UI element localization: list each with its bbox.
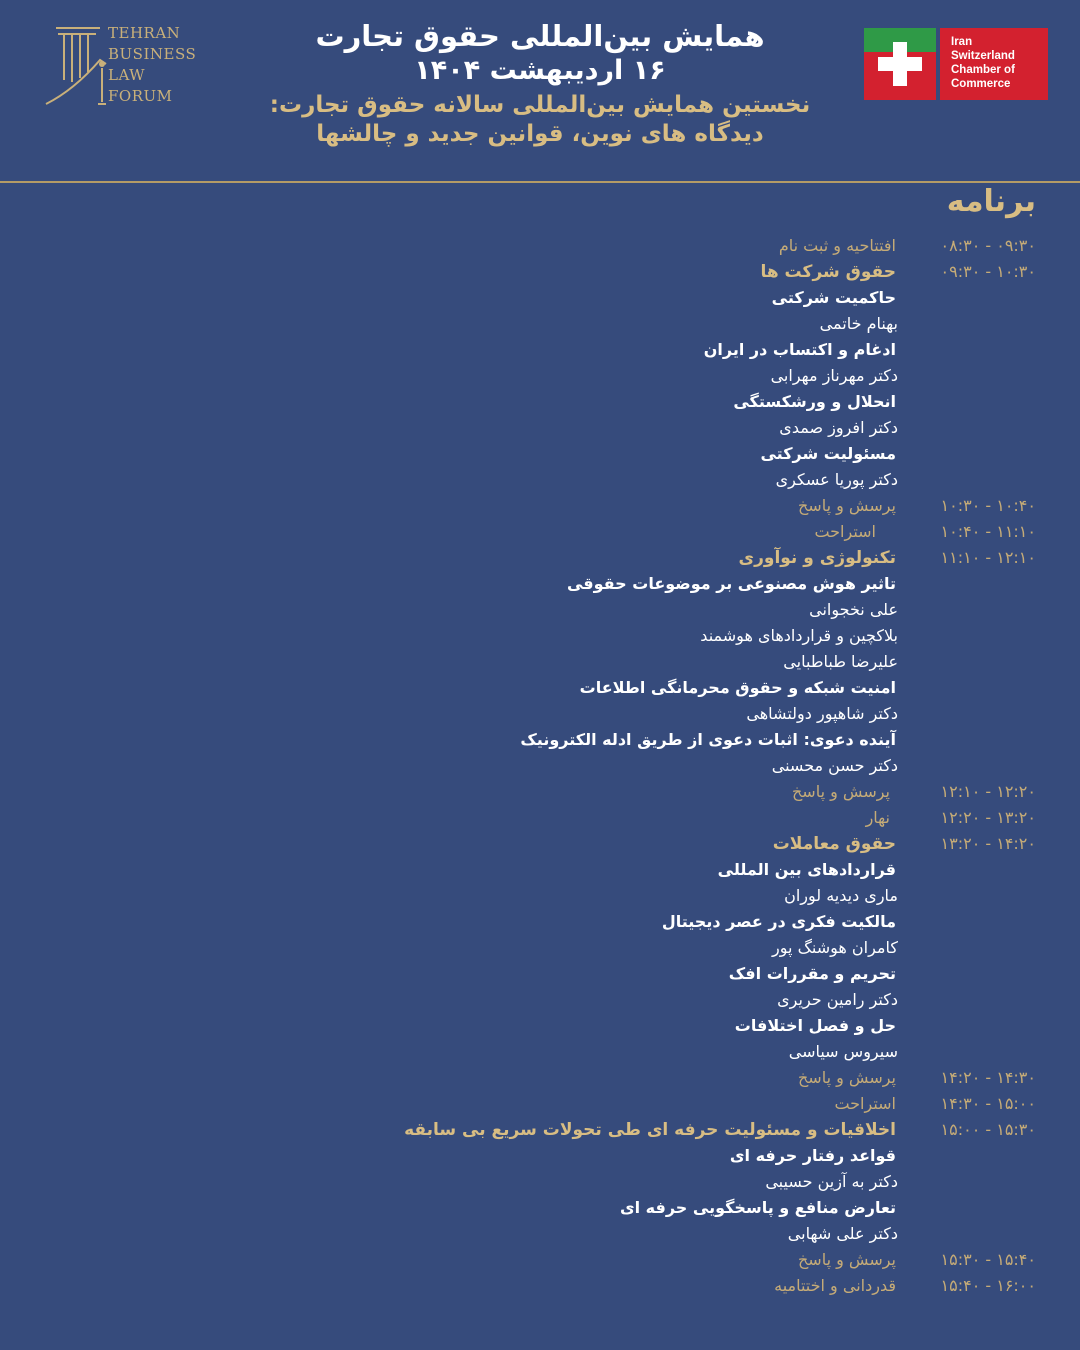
forum-name-line: FORUM <box>108 87 173 105</box>
talk-title: تحریم و مقررات افک <box>728 964 896 983</box>
row-time: ۱۱:۱۰ - ۱۲:۱۰ <box>940 548 1036 567</box>
speaker-name: دکتر افروز صمدی <box>779 418 898 437</box>
row-time: ۱۵:۳۰ - ۱۵:۴۰ <box>940 1250 1036 1269</box>
program-row <box>0 649 1080 675</box>
conference-titles <box>240 18 840 150</box>
chamber-name <box>940 28 1048 100</box>
talk-title: امنیت شبکه و حقوق محرمانگی اطلاعات <box>579 678 896 697</box>
program-row <box>0 389 1080 415</box>
row-time: ۱۴:۲۰ - ۱۴:۳۰ <box>940 1068 1036 1087</box>
section-title: حقوق معاملات <box>772 834 896 854</box>
chamber-name-line: Commerce <box>951 78 1011 90</box>
program-row <box>0 441 1080 467</box>
speaker-name: علی نخجوانی <box>809 600 898 619</box>
speaker-name: بلاکچین و قراردادهای هوشمند <box>700 626 898 645</box>
program-row <box>0 1065 1080 1091</box>
row-time: ۰۸:۳۰ - ۰۹:۳۰ <box>940 236 1036 255</box>
talk-title: قواعد رفتار حرفه ای <box>729 1146 896 1165</box>
program-row <box>0 1221 1080 1247</box>
program-row <box>0 493 1080 519</box>
section-title: اخلاقیات و مسئولیت حرفه ای طی تحولات سریع بی سابقه <box>404 1120 896 1140</box>
talk-title: حل و فصل اختلافات <box>734 1016 896 1035</box>
program-row <box>0 1273 1080 1299</box>
program-heading: برنامه <box>946 184 1036 219</box>
program-row <box>0 285 1080 311</box>
columns-logo-icon <box>44 20 114 110</box>
program-row <box>0 831 1080 857</box>
header-divider <box>0 181 1080 183</box>
conference-subtitle-1: نخستین همایش بین‌المللی سالانه حقوق تجارت: <box>269 92 811 118</box>
program-row <box>0 623 1080 649</box>
program-row <box>0 1091 1080 1117</box>
program-row <box>0 961 1080 987</box>
row-time: ۱۵:۰۰ - ۱۵:۳۰ <box>940 1120 1036 1139</box>
talk-title: آینده دعوی: اثبات دعوی از طریق ادله الکترونیک <box>520 730 896 749</box>
program-row <box>0 987 1080 1013</box>
row-time: ۱۰:۳۰ - ۱۰:۴۰ <box>940 496 1036 515</box>
speaker-name: کامران هوشنگ پور <box>772 938 898 957</box>
program-row <box>0 1195 1080 1221</box>
program-row <box>0 337 1080 363</box>
program-row <box>0 597 1080 623</box>
conference-subtitle-2: دیدگاه های نوین، قوانین جدید و چالشها <box>316 121 764 147</box>
speaker-name: دکتر علی شهابی <box>787 1224 898 1243</box>
speaker-name: دکتر شاهپور دولتشاهی <box>746 704 898 723</box>
program-row <box>0 1247 1080 1273</box>
swiss-iran-flag-icon <box>864 28 936 100</box>
program-row <box>0 753 1080 779</box>
tehran-business-law-forum-logo <box>44 20 204 110</box>
speaker-name: علیرضا طباطبایی <box>783 652 898 671</box>
conference-date: ۱۶ اردیبهشت ۱۴۰۴ <box>414 55 666 86</box>
event-label: افتتاحیه و ثبت نام <box>778 236 896 255</box>
row-time: ۱۴:۳۰ - ۱۵:۰۰ <box>940 1094 1036 1113</box>
talk-title: مالکیت فکری در عصر دیجیتال <box>661 912 896 931</box>
program-row <box>0 545 1080 571</box>
talk-title: تعارض منافع و پاسخگویی حرفه ای <box>619 1198 896 1217</box>
forum-name-line: TEHRAN <box>108 24 181 42</box>
chamber-name-line: Iran <box>951 36 973 48</box>
program-row <box>0 415 1080 441</box>
program-row <box>0 1013 1080 1039</box>
event-label: قدردانی و اختتامیه <box>774 1276 896 1295</box>
event-label: پرسش و پاسخ <box>791 782 890 801</box>
talk-title: مسئولیت شرکتی <box>760 444 896 463</box>
event-label: نهار <box>865 808 890 827</box>
iran-switzerland-chamber-logo <box>864 28 1048 100</box>
speaker-name: دکتر پوریا عسکری <box>775 470 898 489</box>
program-row <box>0 1143 1080 1169</box>
program-row <box>0 363 1080 389</box>
program-row <box>0 675 1080 701</box>
forum-name-line: LAW <box>108 66 146 84</box>
program-row <box>0 857 1080 883</box>
row-time: ۱۲:۲۰ - ۱۳:۲۰ <box>940 808 1036 827</box>
program-row <box>0 233 1080 259</box>
speaker-name: دکتر به آزین حسیبی <box>765 1172 898 1191</box>
speaker-name: ماری دیدیه لوران <box>784 886 898 905</box>
speaker-name: دکتر رامین حریری <box>777 990 898 1009</box>
talk-title: ادغام و اکتساب در ایران <box>703 340 896 359</box>
program-row <box>0 1039 1080 1065</box>
speaker-name: سیروس سیاسی <box>788 1042 898 1061</box>
program-row <box>0 1169 1080 1195</box>
talk-title: حاکمیت شرکتی <box>771 288 896 307</box>
program-row <box>0 883 1080 909</box>
row-time: ۱۵:۴۰ - ۱۶:۰۰ <box>940 1276 1036 1295</box>
program-row <box>0 259 1080 285</box>
program-list <box>0 233 1080 1299</box>
section-title: تکنولوژی و نوآوری <box>738 548 896 568</box>
talk-title: تاثیر هوش مصنوعی بر موضوعات حقوقی <box>566 574 896 593</box>
section-title: حقوق شرکت ها <box>760 262 896 282</box>
program-row <box>0 805 1080 831</box>
program-row <box>0 311 1080 337</box>
speaker-name: دکتر حسن محسنی <box>771 756 898 775</box>
program-row <box>0 935 1080 961</box>
speaker-name: دکتر مهرناز مهرابی <box>770 366 898 385</box>
program-row <box>0 467 1080 493</box>
event-label: استراحت <box>814 522 876 541</box>
row-time: ۱۰:۴۰ - ۱۱:۱۰ <box>940 522 1036 541</box>
forum-name-line: BUSINESS <box>108 45 197 63</box>
page-header <box>0 0 1080 182</box>
event-label: پرسش و پاسخ <box>797 1068 896 1087</box>
program-row <box>0 519 1080 545</box>
chamber-name-line: Chamber of <box>951 64 1015 76</box>
program-row <box>0 1117 1080 1143</box>
program-row <box>0 571 1080 597</box>
chamber-name-line: Switzerland <box>951 50 1015 62</box>
program-row <box>0 701 1080 727</box>
talk-title: قراردادهای بین المللی <box>717 860 896 879</box>
conference-title: همایش بین‌المللی حقوق تجارت <box>315 19 765 53</box>
speaker-name: بهنام خاتمی <box>819 314 898 333</box>
event-label: استراحت <box>834 1094 896 1113</box>
event-label: پرسش و پاسخ <box>797 496 896 515</box>
row-time: ۱۲:۱۰ - ۱۲:۲۰ <box>940 782 1036 801</box>
program-row <box>0 909 1080 935</box>
event-label: پرسش و پاسخ <box>797 1250 896 1269</box>
forum-name <box>108 23 196 107</box>
program-row <box>0 727 1080 753</box>
row-time: ۰۹:۳۰ - ۱۰:۳۰ <box>940 262 1036 281</box>
program-row <box>0 779 1080 805</box>
row-time: ۱۳:۲۰ - ۱۴:۲۰ <box>940 834 1036 853</box>
talk-title: انحلال و ورشکستگی <box>733 392 896 411</box>
